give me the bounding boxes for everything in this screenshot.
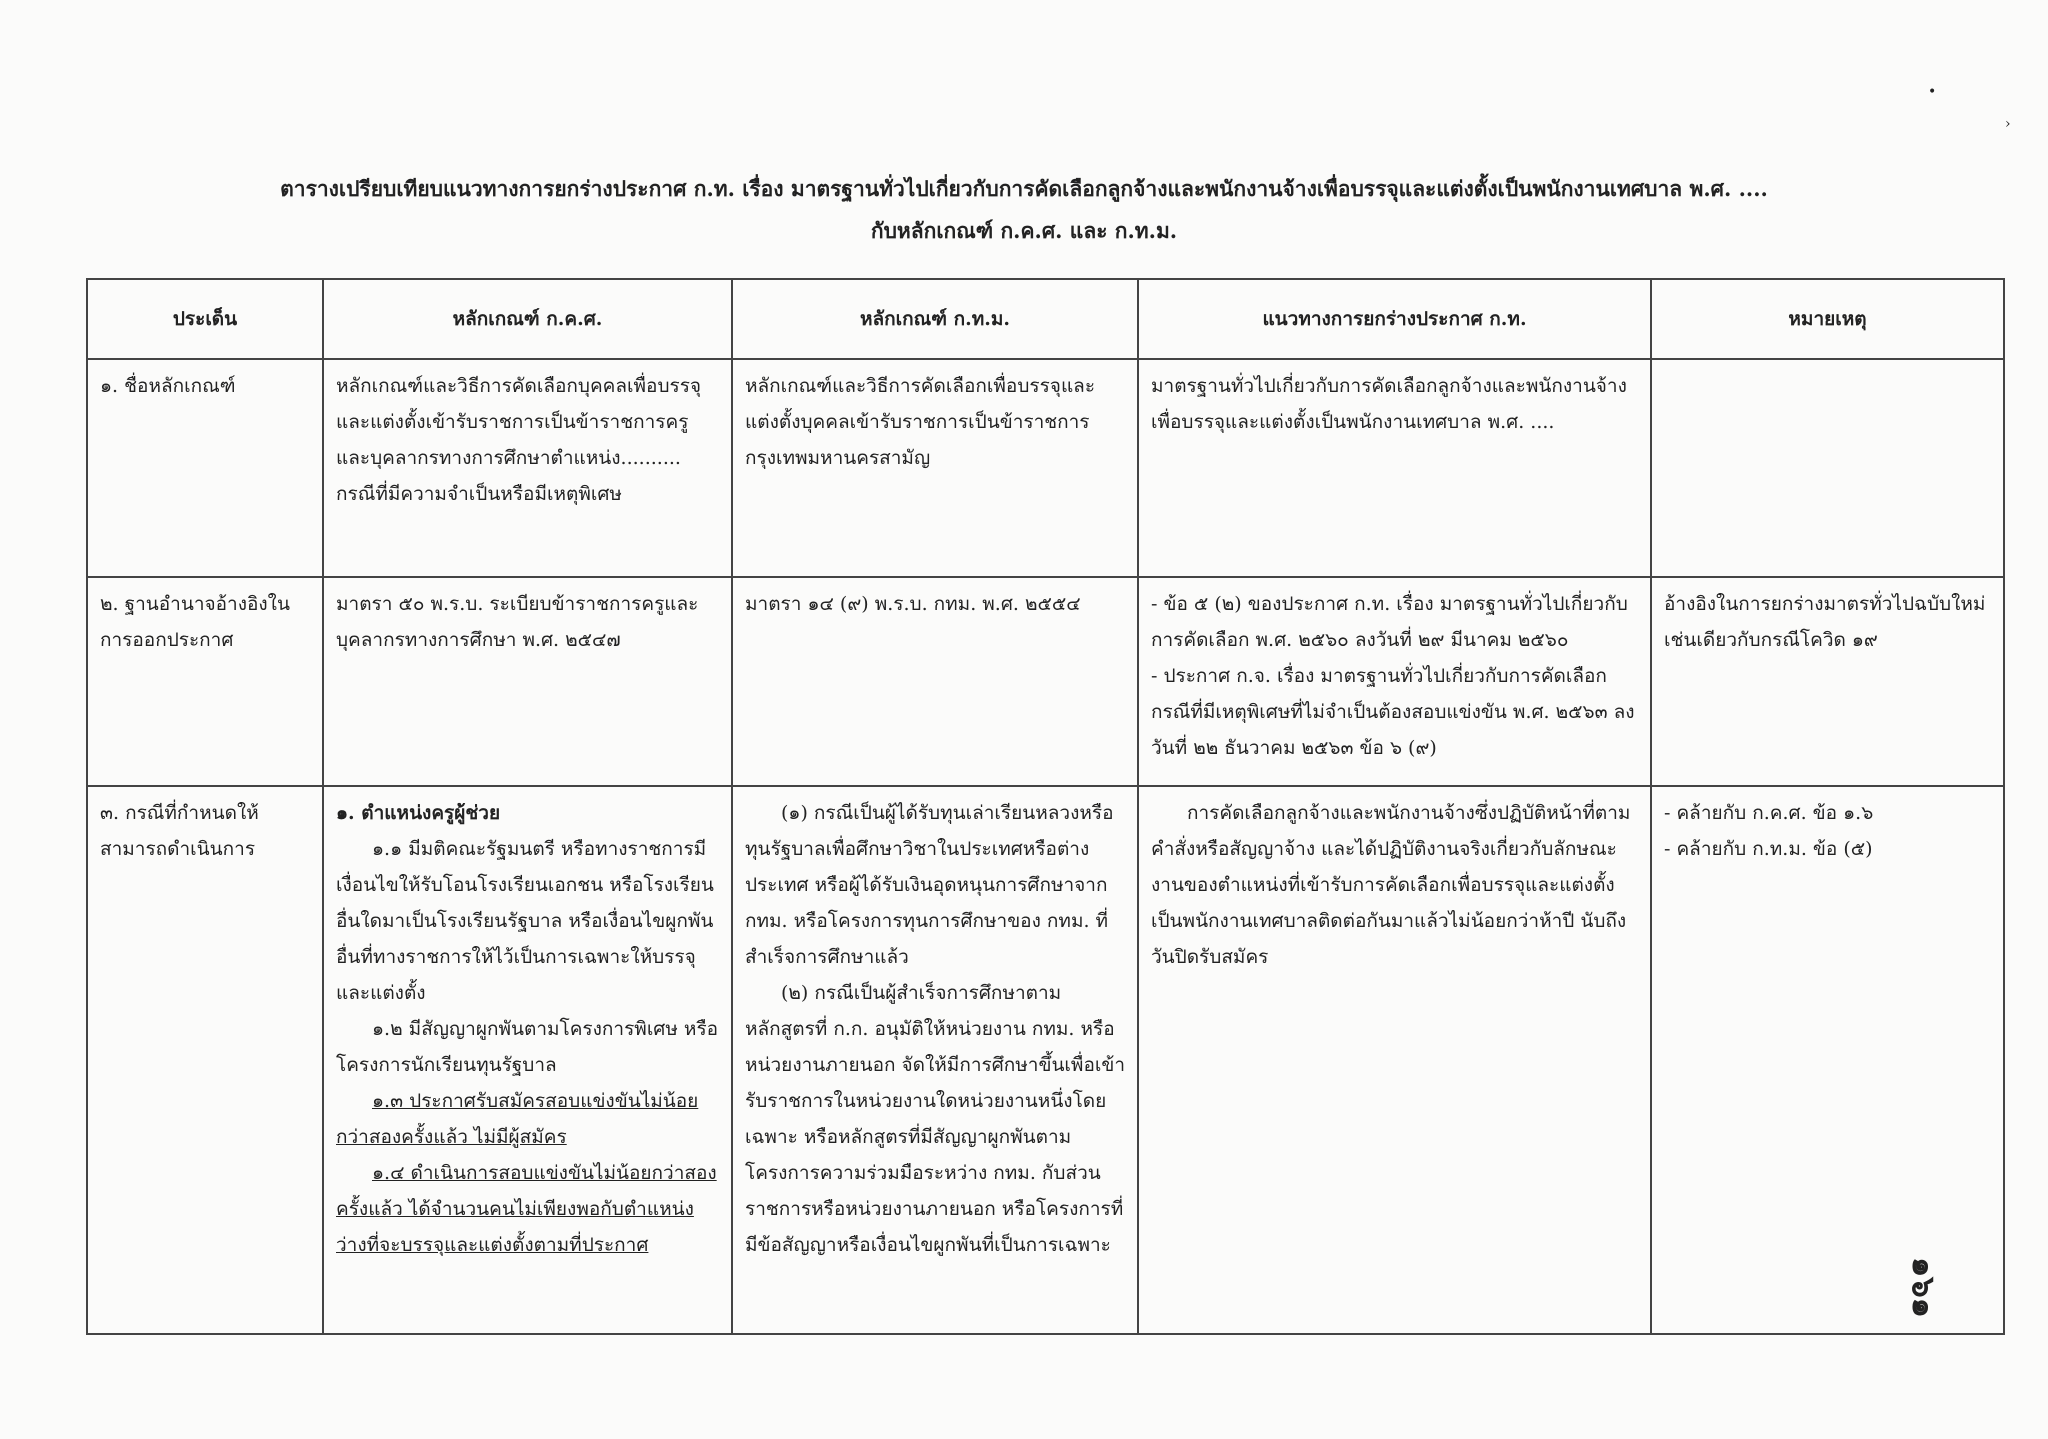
kt-text: การคัดเลือกลูกจ้างและพนักงานจ้างซึ่งปฏิบัติหน้าที่ตามคำสั่งหรือสัญญาจ้าง และได้ปฏิบัติงานจริงเกี่ยวกับลักษณะงานของตำแหน่งที่เข้ารับการคัดเลือกเพื่อบรรจุและแต่งตั้งเป็นพนักงานเทศบาลติดต่อกันมาแล้วไม่น้อยกว่าห้าปี นับถึงวันปิดรับสมัคร	[1151, 802, 1631, 968]
cell-issue: ๓. กรณีที่กำหนดให้สามารถดำเนินการ	[87, 786, 323, 1334]
header-note: หมายเหตุ	[1651, 279, 2004, 359]
cell-ktm	[732, 786, 1138, 1334]
kt-reference-1: - ข้อ ๕ (๒) ของประกาศ ก.ท. เรื่อง มาตรฐานทั่วไปเกี่ยวกับการคัดเลือก พ.ศ. ๒๕๖๐ ลงวันที่ ๒๙ มีนาคม ๒๕๖๐	[1151, 593, 1628, 651]
title-line-2: กับหลักเกณฑ์ ก.ค.ศ. และ ก.ท.ม.	[870, 218, 1178, 243]
header-kt: แนวทางการยกร่างประกาศ ก.ท.	[1138, 279, 1651, 359]
header-ktm: หลักเกณฑ์ ก.ท.ม.	[732, 279, 1138, 359]
table-row	[87, 577, 2004, 786]
cell-note	[1651, 786, 2004, 1334]
kks-heading: ๑. ตำแหน่งครูผู้ช่วย	[336, 802, 501, 824]
table-row	[87, 786, 2004, 1334]
cell-note: อ้างอิงในการยกร่างมาตรทั่วไปฉบับใหม่ เช่นเดียวกับกรณีโควิด ๑๙	[1651, 577, 2004, 786]
kks-item-1-3: ๑.๓ ประกาศรับสมัครสอบแข่งขันไม่น้อยกว่าสองครั้งแล้ว ไม่มีผู้สมัคร	[336, 1090, 699, 1148]
scan-mark-dot: •	[1928, 84, 1937, 100]
cell-kt	[1138, 577, 1651, 786]
cell-ktm: หลักเกณฑ์และวิธีการคัดเลือกเพื่อบรรจุและแต่งตั้งบุคคลเข้ารับราชการเป็นข้าราชการกรุงเทพมหานครสามัญ	[732, 359, 1138, 577]
note-item-2: - คล้ายกับ ก.ท.ม. ข้อ (๕)	[1664, 838, 1873, 860]
table-header-row	[87, 279, 2004, 359]
cell-note	[1651, 359, 2004, 577]
kks-item-1-2: ๑.๒ มีสัญญาผูกพันตามโครงการพิเศษ หรือโครงการนักเรียนทุนรัฐบาล	[336, 1018, 719, 1076]
cell-kks: หลักเกณฑ์และวิธีการคัดเลือกบุคคลเพื่อบรรจุและแต่งตั้งเข้ารับราชการเป็นข้าราชการครูและบุคลากรทางการศึกษาตำแหน่ง.......... กรณีที่มีความจำเป็นหรือมีเหตุพิเศษ	[323, 359, 732, 577]
cell-issue: ๑. ชื่อหลักเกณฑ์	[87, 359, 323, 577]
document-title	[0, 168, 2048, 252]
kks-item-1-4: ๑.๔ ดำเนินการสอบแข่งขันไม่น้อยกว่าสองครั้งแล้ว ได้จำนวนคนไม่เพียงพอกับตำแหน่งว่างที่จะบรรจุและแต่งตั้งตามที่ประกาศ	[336, 1162, 717, 1256]
scan-mark-dash: ›	[2005, 116, 2011, 132]
cell-kks: มาตรา ๕๐ พ.ร.บ. ระเบียบข้าราชการครูและบุคลากรทางการศึกษา พ.ศ. ๒๕๔๗	[323, 577, 732, 786]
header-kks: หลักเกณฑ์ ก.ค.ศ.	[323, 279, 732, 359]
page-number: ๑๖๑	[1904, 1257, 1943, 1318]
table-row	[87, 359, 2004, 577]
cell-kt: มาตรฐานทั่วไปเกี่ยวกับการคัดเลือกลูกจ้างและพนักงานจ้างเพื่อบรรจุและแต่งตั้งเป็นพนักงานเทศบาล พ.ศ. ....	[1138, 359, 1651, 577]
cell-kt	[1138, 786, 1651, 1334]
cell-kks	[323, 786, 732, 1334]
note-item-1: - คล้ายกับ ก.ค.ศ. ข้อ ๑.๖	[1664, 802, 1874, 824]
cell-issue: ๒. ฐานอำนาจอ้างอิงในการออกประกาศ	[87, 577, 323, 786]
cell-ktm: มาตรา ๑๔ (๙) พ.ร.บ. กทม. พ.ศ. ๒๕๕๔	[732, 577, 1138, 786]
header-issue: ประเด็น	[87, 279, 323, 359]
ktm-item-2: (๒) กรณีเป็นผู้สำเร็จการศึกษาตามหลักสูตรที่ ก.ก. อนุมัติให้หน่วยงาน กทม. หรือหน่วยงานภายนอก จัดให้มีการศึกษาขึ้นเพื่อเข้ารับราชการในหน่วยงานใดหน่วยงานหนึ่งโดยเฉพาะ หรือหลักสูตรที่มีสัญญาผูกพันตามโครงการความร่วมมือระหว่าง กทม. กับส่วนราชการหรือหน่วยงานภายนอก หรือโครงการที่มีข้อสัญญาหรือเงื่อนไขผูกพันที่เป็นการเฉพาะ	[745, 982, 1126, 1256]
comparison-table	[86, 278, 2005, 1335]
kks-item-1-1: ๑.๑ มีมติคณะรัฐมนตรี หรือทางราชการมีเงื่อนไขให้รับโอนโรงเรียนเอกชน หรือโรงเรียนอื่นใดมาเป็นโรงเรียนรัฐบาล หรือเงื่อนไขผูกพันอื่นที่ทางราชการให้ไว้เป็นการเฉพาะให้บรรจุและแต่งตั้ง	[336, 838, 714, 1004]
ktm-item-1: (๑) กรณีเป็นผู้ได้รับทุนเล่าเรียนหลวงหรือทุนรัฐบาลเพื่อศึกษาวิชาในประเทศหรือต่างประเทศ หรือผู้ได้รับเงินอุดหนุนการศึกษาจาก กทม. หรือโครงการทุนการศึกษาของ กทม. ที่สำเร็จการศึกษาแล้ว	[745, 802, 1114, 968]
title-line-1: ตารางเปรียบเทียบแนวทางการยกร่างประกาศ ก.ท. เรื่อง มาตรฐานทั่วไปเกี่ยวกับการคัดเลือกลูกจ้างและพนักงานจ้างเพื่อบรรจุและแต่งตั้งเป็นพนักงานเทศบาล พ.ศ. ....	[280, 176, 1768, 201]
kt-reference-2: - ประกาศ ก.จ. เรื่อง มาตรฐานทั่วไปเกี่ยวกับการคัดเลือกกรณีที่มีเหตุพิเศษที่ไม่จำเป็นต้องสอบแข่งขัน พ.ศ. ๒๕๖๓ ลงวันที่ ๒๒ ธันวาคม ๒๕๖๓ ข้อ ๖ (๙)	[1151, 665, 1635, 759]
